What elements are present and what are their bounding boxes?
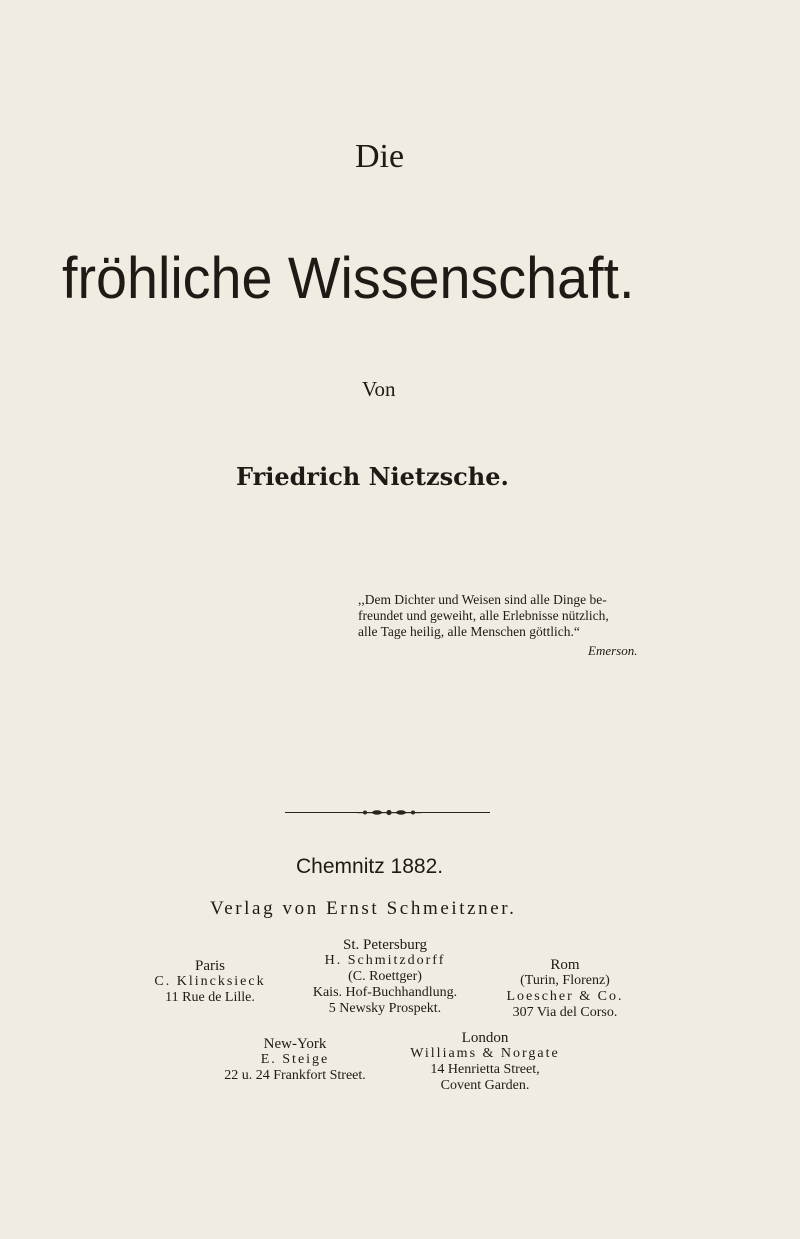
- epigraph-attribution: Emerson.: [588, 643, 638, 658]
- agent-address: 5 Newsky Prospekt.: [328, 1001, 442, 1016]
- agent-address: 307 Via del Corso.: [512, 1005, 618, 1020]
- agent-new-york: [200, 1036, 390, 1084]
- agent-name: Loescher & Co.: [506, 989, 624, 1004]
- agent-address-line2: Covent Garden.: [440, 1078, 530, 1093]
- agent-st-petersburg: [295, 937, 475, 1017]
- place-and-year: Chemnitz 1882.: [296, 855, 444, 878]
- agent-paris: [135, 958, 285, 1006]
- publisher-line: Verlag von Ernst Schmeitzner.: [210, 898, 517, 919]
- agent-note: (C. Roettger): [348, 969, 422, 984]
- agent-address: 22 u. 24 Frankfort Street.: [224, 1068, 366, 1083]
- agent-name: E. Steige: [260, 1052, 330, 1067]
- agent-city: Rom: [550, 957, 580, 973]
- agent-city: St. Petersburg: [343, 937, 427, 953]
- epigraph-line: ,,Dem Dichter und Weisen sind alle Dinge be-: [358, 592, 607, 607]
- epigraph-line: alle Tage heilig, alle Menschen göttlich.“: [358, 624, 580, 639]
- divider-ornament-icon: [357, 808, 421, 817]
- author-name: Friedrich Nietzsche.: [236, 462, 509, 491]
- agent-rom: [490, 957, 640, 1021]
- agent-name: C. Klincksieck: [154, 974, 266, 989]
- agent-city: London: [461, 1030, 509, 1046]
- agent-address: 11 Rue de Lille.: [165, 990, 255, 1005]
- agent-name: H. Schmitzdorff: [324, 953, 446, 968]
- agent-city: New-York: [263, 1036, 327, 1052]
- agent-address: 14 Henrietta Street,: [430, 1062, 540, 1077]
- title-article: Die: [355, 138, 405, 175]
- agent-city: Paris: [195, 958, 225, 974]
- agent-name: Williams & Norgate: [410, 1046, 560, 1061]
- by-line: Von: [362, 377, 396, 401]
- agent-london: [390, 1030, 580, 1094]
- agent-detail: Kais. Hof-Buchhandlung.: [312, 985, 458, 1000]
- epigraph-line: freundet und geweiht, alle Erlebnisse nützlich,: [358, 608, 609, 623]
- book-title: fröhliche Wissenschaft.: [62, 246, 635, 311]
- agent-note: (Turin, Florenz): [520, 973, 610, 988]
